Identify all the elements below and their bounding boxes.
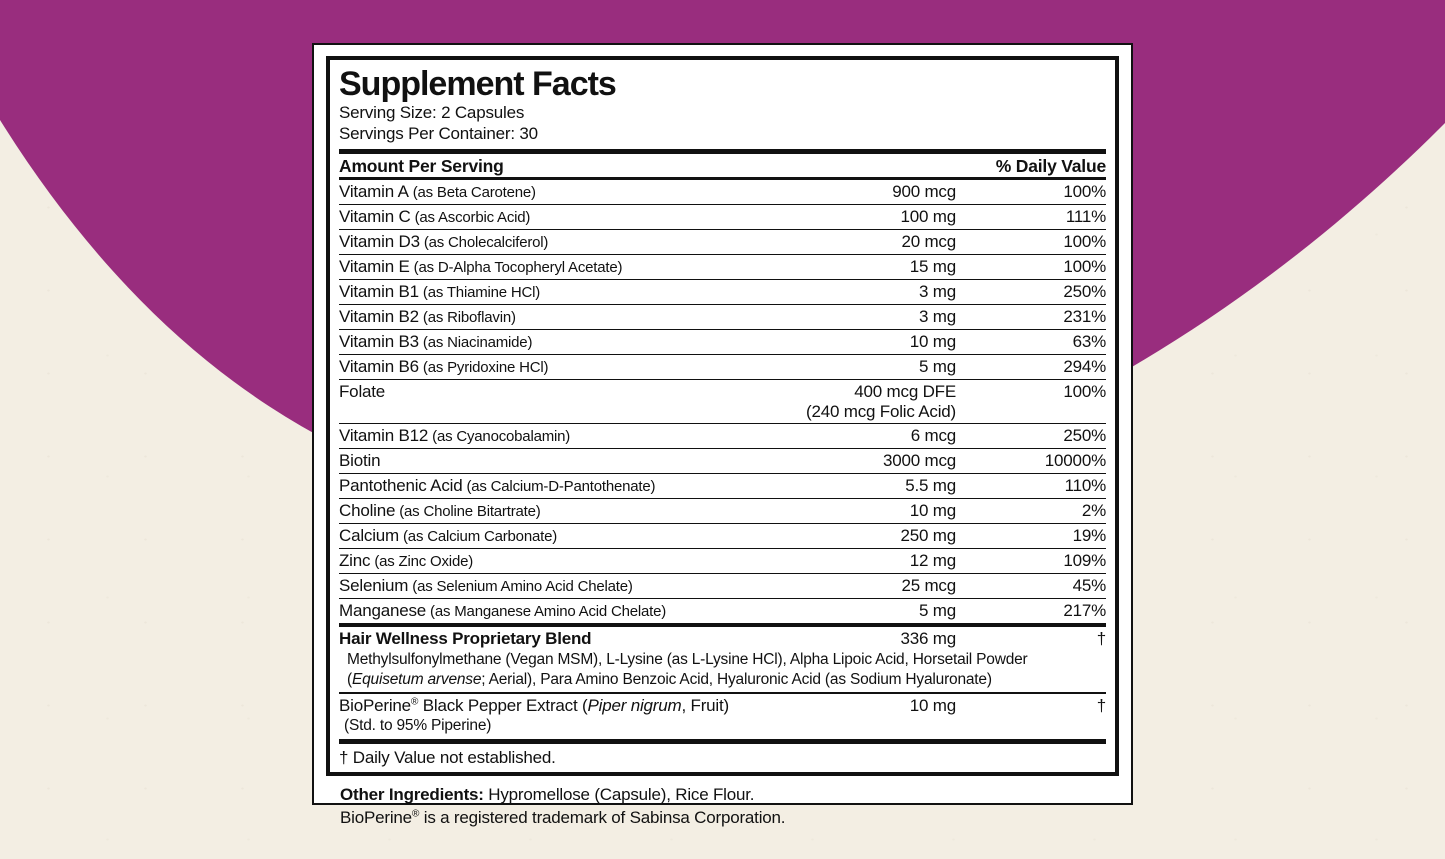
blend-description-part2: ; Aerial), Para Amino Benzoic Acid, Hyaluronic Acid (as Sodium Hyaluronate) [481,670,992,688]
daily-value-header: % Daily Value [995,156,1106,176]
table-row [339,499,1106,524]
nutrient-name: Vitamin C [339,206,411,226]
trademark-brand: BioPerine [340,808,412,827]
table-row [339,280,1106,305]
nutrient-form: (as Zinc Oxide) [374,552,474,570]
nutrient-name-cell [339,257,796,278]
bioperine-extract-text: Black Pepper Extract ( [418,695,588,715]
nutrient-name-cell [339,551,796,572]
nutrient-daily-value: 231% [1063,306,1106,326]
table-row [339,524,1106,549]
page-title: Supplement Facts [339,65,616,103]
nutrient-amount-cell [796,232,956,253]
nutrient-name: Biotin [339,450,381,470]
nutrient-name-cell [339,451,796,472]
blend-description [339,650,1106,692]
nutrient-daily-value: 110% [1064,475,1106,495]
nutrient-form: (as Calcium-D-Pantothenate) [466,477,656,495]
nutrient-name-cell [339,476,796,497]
serving-size-text: Serving Size: 2 Capsules [339,103,525,122]
nutrient-name-cell [339,426,796,447]
nutrient-amount: 10 mg [909,500,956,520]
nutrient-amount: 20 mcg [901,231,956,251]
other-ingredients-label: Other Ingredients: [340,785,484,804]
nutrient-daily-value: 2% [1081,500,1106,520]
nutrient-name: Vitamin A [339,181,409,201]
nutrient-amount-cell [796,476,956,497]
nutrient-amount-cell [796,426,956,447]
servings-per-container-text: Servings Per Container: 30 [339,124,538,143]
bioperine-daily-value: † [1096,695,1106,715]
nutrient-form: (as Manganese Amino Acid Chelate) [430,602,667,620]
nutrient-amount: 12 mg [909,550,956,570]
nutrient-name: Folate [339,381,386,401]
nutrient-form: (as D-Alpha Tocopheryl Acetate) [413,258,623,276]
amount-per-serving-header: Amount Per Serving [339,156,504,176]
table-row [339,627,1106,650]
nutrient-amount: 5.5 mg [905,475,956,495]
nutrient-form: (as Calcium Carbonate) [403,527,558,545]
nutrient-daily-value: 100% [1063,256,1106,276]
nutrient-name-cell [339,501,796,522]
nutrient-name: Vitamin E [339,256,410,276]
nutrient-form: (as Cholecalciferol) [423,233,549,251]
bioperine-brand: BioPerine [339,695,411,715]
nutrient-daily-value: 19% [1072,525,1106,545]
nutrient-name-cell [339,357,796,378]
table-row [339,355,1106,380]
nutrient-daily-value: 10000% [1044,450,1106,470]
table-row [339,694,1106,717]
nutrient-name-cell [339,601,796,622]
nutrient-name-cell [339,576,796,597]
nutrient-name-cell [339,332,796,353]
nutrient-form: (as Pyridoxine HCl) [422,358,549,376]
nutrient-amount: 3 mg [919,281,956,301]
nutrient-amount-cell [796,207,956,228]
nutrient-name: Vitamin B1 [339,281,419,301]
nutrient-form: (as Beta Carotene) [412,183,536,201]
nutrient-name: Vitamin B3 [339,331,419,351]
bioperine-name [339,696,796,716]
nutrient-amount: 15 mg [909,256,956,276]
nutrient-form: (as Cyanocobalamin) [432,427,571,445]
table-row [339,549,1106,574]
blend-name: Hair Wellness Proprietary Blend [339,628,592,648]
nutrient-daily-value: 250% [1063,281,1106,301]
nutrient-amount: 3000 mcg [882,450,956,470]
nutrient-amount: 900 mcg [892,181,956,201]
bioperine-fruit-text: , Fruit) [681,695,729,715]
table-header-row [339,154,1106,180]
table-row [339,449,1106,474]
table-row [339,205,1106,230]
table-row [339,180,1106,205]
supplement-facts-box [326,56,1119,776]
nutrient-amount-cell [796,257,956,278]
nutrient-amount: 5 mg [919,356,956,376]
table-row [339,599,1106,623]
nutrient-name: Vitamin D3 [339,231,420,251]
nutrient-name: Vitamin B2 [339,306,419,326]
nutrient-name: Calcium [339,525,400,545]
nutrient-form: (as Thiamine HCl) [422,283,541,301]
nutrient-daily-value: 294% [1063,356,1106,376]
nutrient-amount: 100 mg [900,206,956,226]
nutrient-amount-cell [796,601,956,622]
nutrient-daily-value: 100% [1063,181,1106,201]
nutrient-name: Choline [339,500,396,520]
nutrient-daily-value: 100% [1063,231,1106,251]
nutrient-daily-value: 100% [1063,381,1106,401]
daily-value-footnote: † Daily Value not established. [339,739,1106,772]
nutrient-name: Zinc [339,550,371,570]
blend-description-latin-name: Equisetum arvense [351,670,482,688]
table-row [339,474,1106,499]
label-footer [340,783,1105,829]
nutrient-amount-cell [796,182,956,203]
nutrient-amount: 5 mg [919,600,956,620]
nutrient-amount-cell [796,357,956,378]
blend-daily-value: † [1096,628,1106,648]
bioperine-section [339,692,1106,739]
table-row [339,380,1106,424]
nutrient-name: Vitamin B6 [339,356,419,376]
nutrient-name-cell [339,182,796,203]
nutrient-amount-cell [796,551,956,572]
bioperine-amount: 10 mg [909,695,956,715]
nutrient-amount: 10 mg [909,331,956,351]
nutrient-amount-secondary: (240 mcg Folic Acid) [806,401,956,421]
nutrient-rows [339,180,1106,623]
registered-trademark-symbol: ® [411,808,420,820]
proprietary-blend-section [339,623,1106,692]
nutrient-daily-value: 217% [1063,600,1106,620]
nutrient-amount: 3 mg [919,306,956,326]
nutrient-amount-cell [796,307,956,328]
nutrient-amount-cell [796,382,956,422]
other-ingredients-line [340,783,1105,806]
nutrient-form: (as Choline Bitartrate) [399,502,541,520]
other-ingredients-text: Hypromellose (Capsule), Rice Flour. [483,785,755,804]
nutrient-amount-cell [796,576,956,597]
nutrient-form: (as Niacinamide) [422,333,533,351]
nutrient-name-cell [339,232,796,253]
nutrient-amount: 250 mg [900,525,956,545]
table-row [339,255,1106,280]
bioperine-latin-name: Piper nigrum [587,695,682,715]
registered-trademark-symbol: ® [410,695,419,707]
nutrient-amount-cell [796,282,956,303]
nutrient-daily-value: 63% [1072,331,1106,351]
table-row [339,305,1106,330]
nutrient-name: Vitamin B12 [339,425,429,445]
nutrient-name-cell [339,382,796,422]
table-row [339,330,1106,355]
trademark-line [340,806,1105,829]
nutrient-name-cell [339,282,796,303]
nutrient-name: Selenium [339,575,409,595]
nutrient-amount-cell [796,332,956,353]
bioperine-standardization-note: (Std. to 95% Piperine) [344,717,492,734]
nutrient-name-cell [339,526,796,547]
nutrient-amount: 400 mcg DFE [854,381,956,401]
nutrient-amount-cell [796,451,956,472]
nutrient-name: Pantothenic Acid [339,475,463,495]
nutrient-amount: 25 mcg [901,575,956,595]
table-row [339,574,1106,599]
table-row [339,230,1106,255]
nutrient-amount: 6 mcg [910,425,956,445]
nutrient-form: (as Selenium Amino Acid Chelate) [412,577,633,595]
nutrient-name: Manganese [339,600,427,620]
nutrient-name-cell [339,207,796,228]
nutrient-form: (as Ascorbic Acid) [414,208,531,226]
trademark-text: is a registered trademark of Sabinsa Corporation. [419,808,786,827]
table-row [339,424,1106,449]
nutrient-daily-value: 109% [1063,550,1106,570]
nutrient-name-cell [339,307,796,328]
blend-description-part1: Methylsulfonylmethane (Vegan MSM), L-Lysine (as L-Lysine HCl), Alpha Lipoic Acid, Horsetail Powder ( [347,651,1028,688]
nutrient-amount-cell [796,526,956,547]
nutrient-daily-value: 45% [1072,575,1106,595]
nutrient-amount-cell [796,501,956,522]
nutrient-form: (as Riboflavin) [422,308,516,326]
blend-amount: 336 mg [900,628,956,648]
supplement-label-panel [312,43,1133,827]
nutrient-daily-value: 111% [1065,206,1106,226]
nutrient-daily-value: 250% [1063,425,1106,445]
